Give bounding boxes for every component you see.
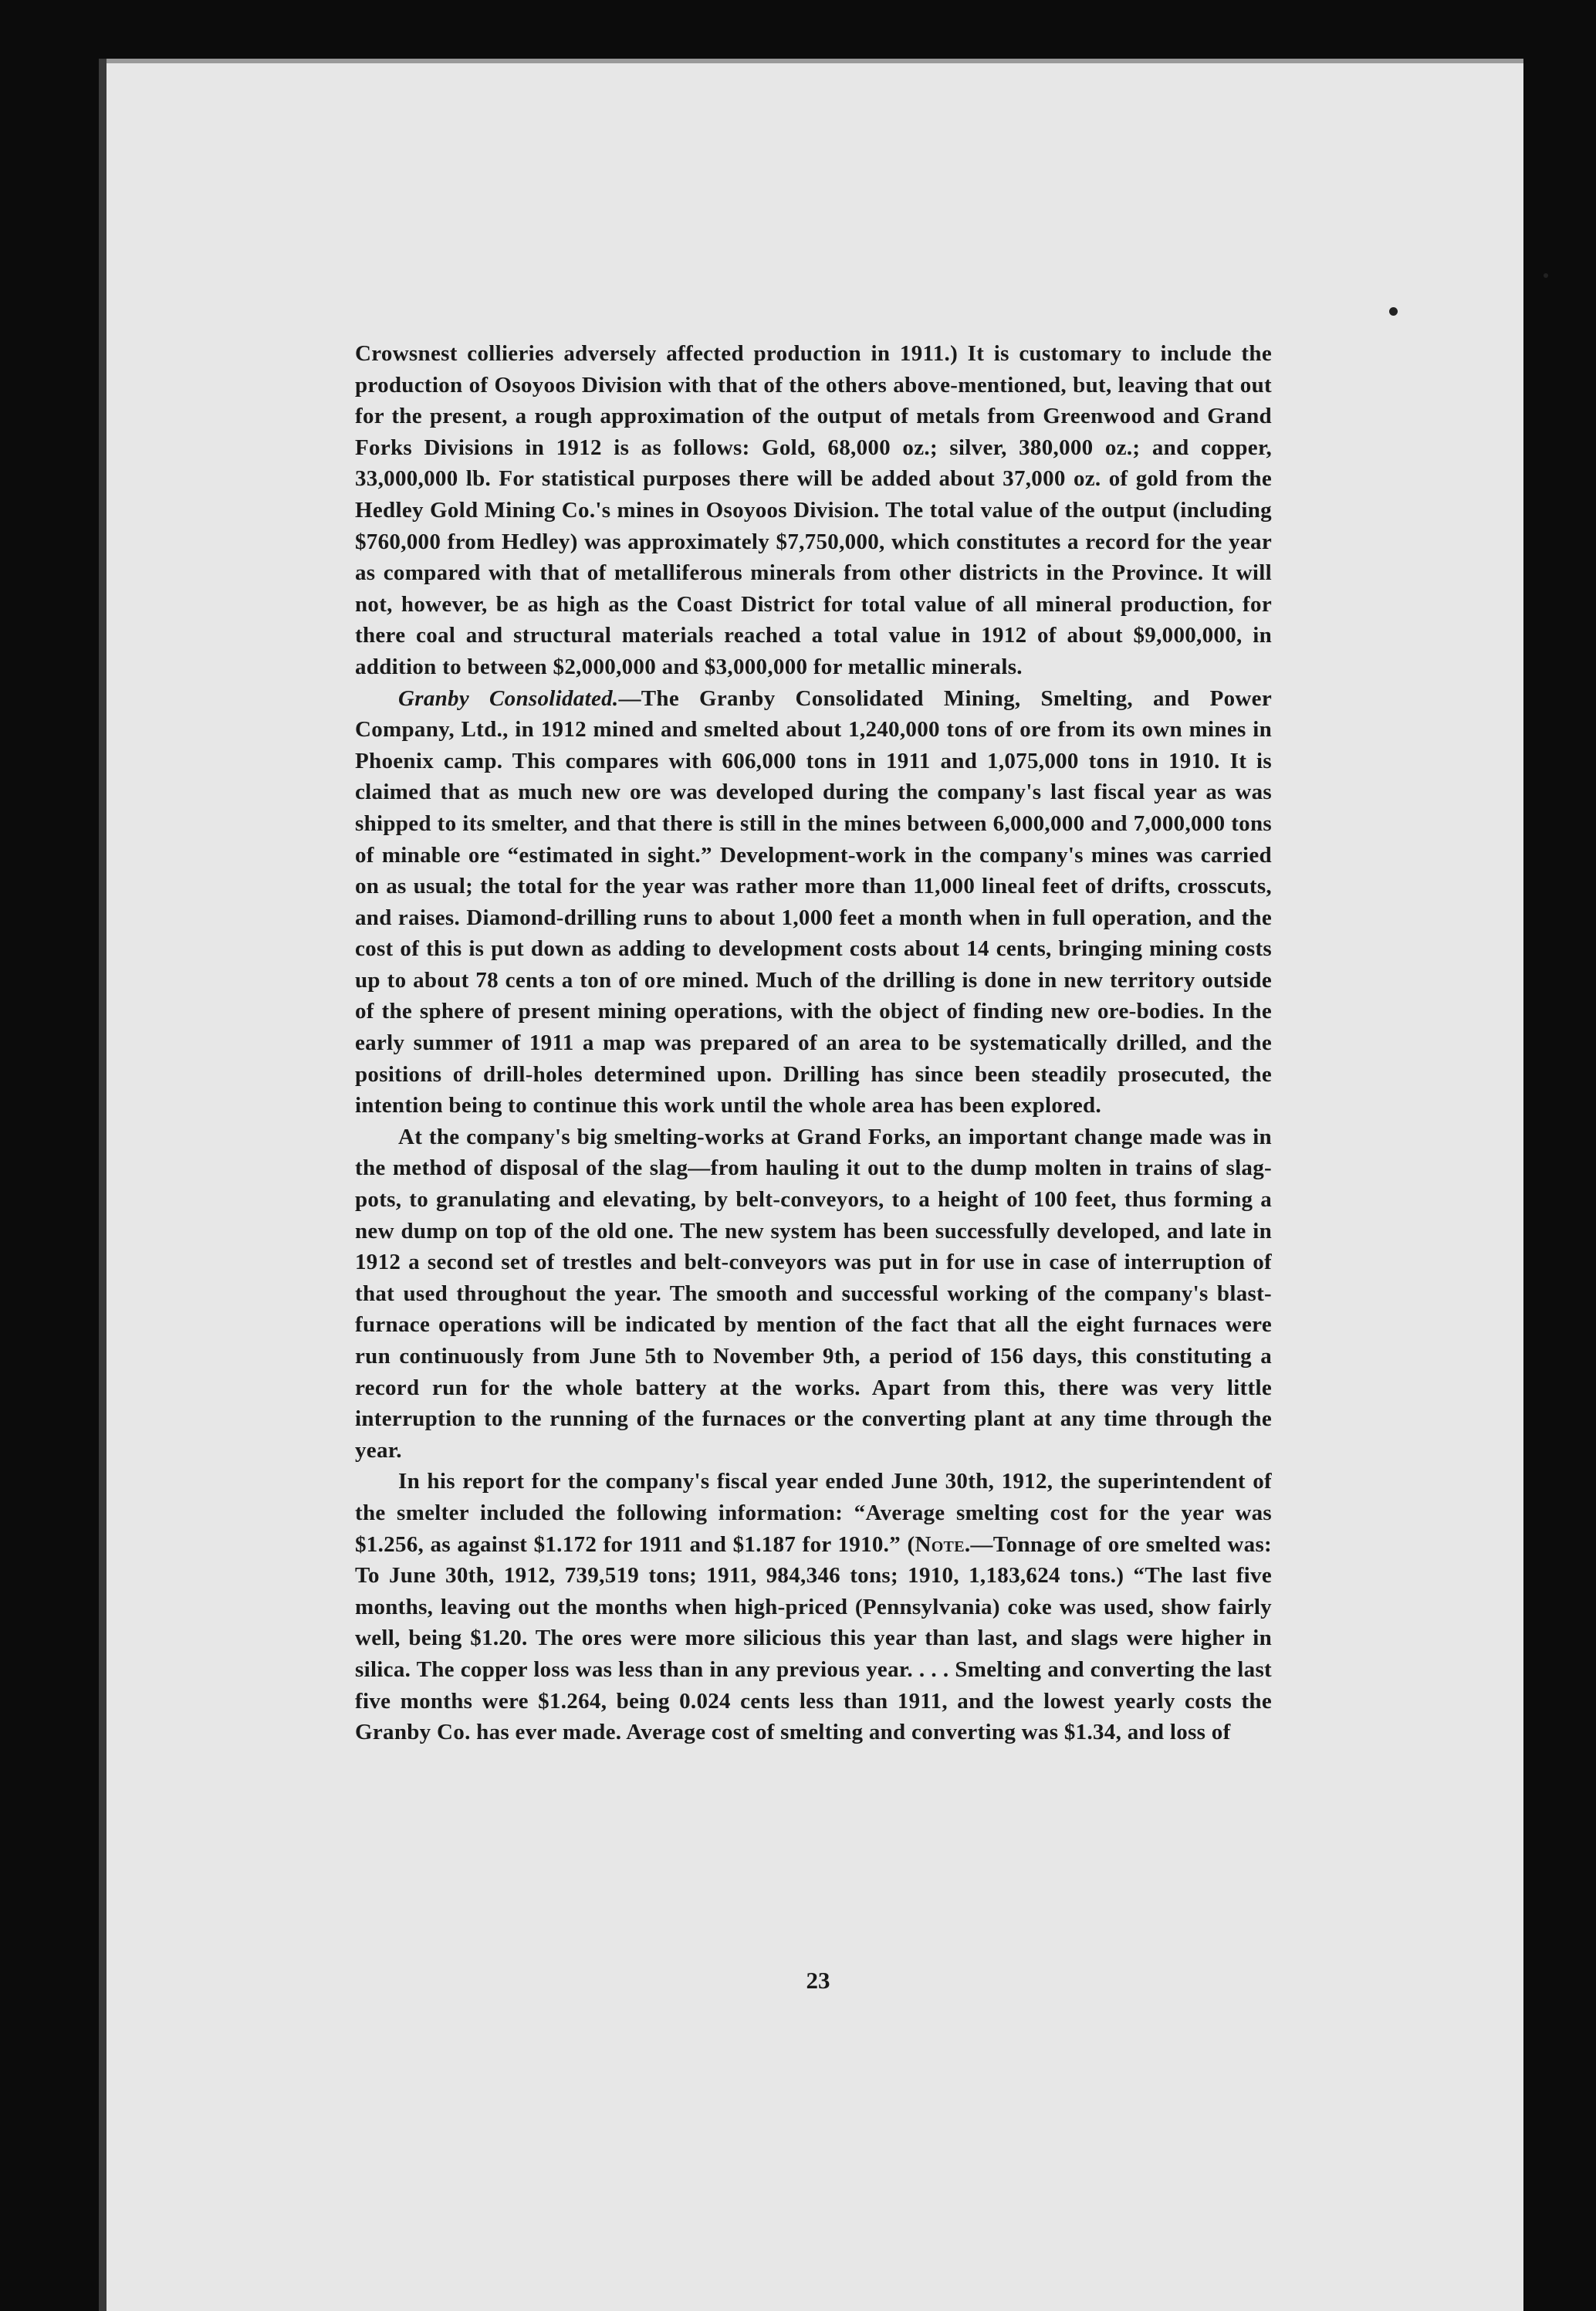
paragraph-text: —The Granby Consolidated Mining, Smelting, and Power Company, Ltd., in 1912 mined and smelted about 1,240,000 tons of ore from its own mines in Phoenix camp. This compares with 606,000 tons in 1911 and 1,075,000 tons in 1910. It is claimed that as much new ore was developed during the company's last fiscal year as was shipped to its smelter, and that there is still in the mines between 6,000,000 and 7,000,000 tons of minable ore “estimated in sight.” Development-work in the company's mines was carried on as usual; the total for the year was rather more than 11,000 lineal feet of drifts, crosscuts, and raises. Diamond-drilling runs to about 1,000 feet a month when in full operation, and the cost of this is put down as adding to development costs about 14 cents, bringing mining costs up to about 78 cents a ton of ore mined. Much of the drilling is done in new territory outside of the sphere of present mining operations, with the object of finding new ore-bodies. In the early summer of 1911 a map was prepared of an area to be systematically drilled, and the positions of drill-holes determined upon. Drilling has since been steadily prosecuted, the intention being to continue this work until the whole area has been explored.	[355, 685, 1273, 1118]
paragraph-superintendent-report	[355, 1466, 1272, 1748]
page-number: 23	[806, 1967, 830, 1994]
speck-mark	[1389, 307, 1398, 316]
scan-right-margin	[1523, 31, 1596, 2311]
body-text	[355, 338, 1272, 1748]
paragraph-text: —Tonnage of ore smelted was: To June 30th, 1912, 739,519 tons; 1911, 984,346 tons; 1910, 1,183,624 tons.) “The last five months, leaving out the months when high-priced (Pennsylvania) coke was used, show fairly well, being $1.20. The ores were more silicious this year than last, and slags were higher in silica. The copper loss was less than in any previous year. . . . Smelting and converting the last five months were $1.264, being 0.024 cents less than 1911, and the lowest yearly costs the Granby Co. has ever made. Average cost of smelting and converting was $1.34, and loss of	[355, 1531, 1273, 1745]
run-in-heading: Granby Consolidated.	[398, 685, 619, 711]
speck-mark	[1544, 273, 1548, 278]
note-label: Note.	[915, 1531, 971, 1557]
paragraph-text: In his report for the company's fiscal year ended June 30th, 1912, the superintendent of the smelter included the following information: “Average smelting cost for the year was $1.256, as against $1.172 for 1911 and $1.187 for 1910.” (	[355, 1469, 1272, 1557]
paragraph-smelting-works: At the company's big smelting-works at Grand Forks, an important change made was in the method of disposal of the slag—from hauling it out to the dump molten in trains of slag-pots, to granulating and elevating, by belt-conveyors, to a height of 100 feet, thus forming a new dump on top of the old one. The new system has been successfully developed, and late in 1912 a second set of trestles and belt-conveyors was put in for use in case of interruption of that used throughout the year. The smooth and successful working of the company's blast-furnace operations will be indicated by mention of the fact that all the eight furnaces were run continuously from June 5th to November 9th, a period of 156 days, this constituting a record run for the whole battery at the works. Apart from this, there was very little interruption to the running of the furnaces or the converting plant at any time through the year.	[355, 1124, 1272, 1463]
paragraph-1: Crowsnest collieries adversely affected production in 1911.) It is customary to include the production of Osoyoos Division with that of the others above-mentioned, but, leaving that out for the present, a rough approximation of the output of metals from Greenwood and Grand Forks Divisions in 1912 is as follows: Gold, 68,000 oz.; silver, 380,000 oz.; and copper, 33,000,000 lb. For statistical purposes there will be added about 37,000 oz. of gold from the Hedley Gold Mining Co.'s mines in Osoyoos Division. The total value of the output (including $760,000 from Hedley) was approximately $7,750,000, which constitutes a record for the year as compared with that of metalliferous minerals from other districts in the Province. It will not, however, be as high as the Coast District for total value of all mineral production, for there coal and structural materials reached a total value in 1912 of about $9,000,000, in addition to between $2,000,000 and $3,000,000 for metallic minerals.	[355, 341, 1272, 679]
paragraph-granby	[355, 683, 1272, 1122]
